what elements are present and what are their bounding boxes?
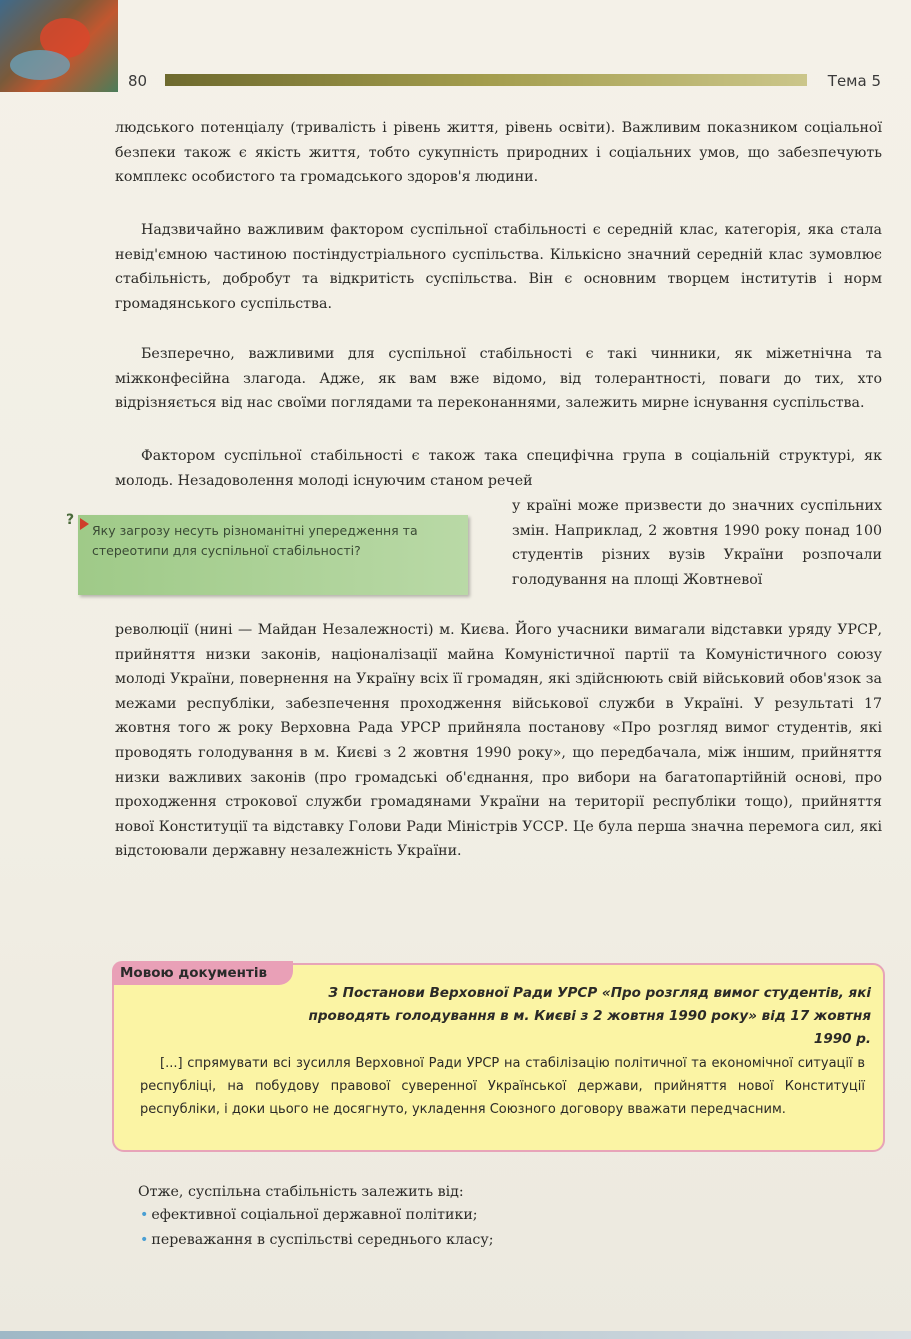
bullet-icon: •	[140, 1232, 149, 1248]
paragraph-1	[115, 116, 882, 190]
paragraph-4-continued	[115, 618, 882, 864]
paragraph-4-side-text: у країні може призвести до значних суспільних змін. Наприклад, 2 жовтня 1990 року понад 100 студентів різних вузів України розпочали голодування на площі Жовтневої	[512, 498, 882, 588]
paragraph-4-continued-text: революції (нині — Майдан Незалежності) м. Києва. Його учасники вимагали відставки уряду УРСР, прийняття низки законів, націоналізації майна Комуністичної партії та Комуністичного союзу молоді України, повернення на Україну всіх її громадян, які здійснюють свій військовий обов'язок за межами республіки, забезпечення проходження військової служби в Україні. У результаті 17 жовтня того ж року Верховна Рада УРСР прийняла постанову «Про розгляд вимог студентів, які проводять голодування в м. Києві з 2 жовтня 1990 року», що передбачала, між іншим, прийняття низки важливих законів (про громадські об'єднання, про вибори на багатопартійній основі, про проходження строкової служби громадянами України на території республіки тощо), прийняття нової Конституції та відставку Голови Ради Міністрів УССР. Це була перша значна перемога сил, які відстоювали державну незалежність України.	[115, 622, 882, 860]
paragraph-2	[115, 218, 882, 316]
paragraph-2-text: Надзвичайно важливим фактором суспільної стабільності є середній клас, категорія, яка стала невід'ємною частиною постіндустріального суспільства. Кількісно значний середній клас зумовлює стабільність, добробут та відкритість суспільства. Він є основним творцем інститутів і норм громадянського суспільства.	[115, 222, 882, 312]
header-decor-bar	[165, 74, 807, 86]
paragraph-4-start	[115, 444, 882, 493]
list-item-text: переважання в суспільстві середнього класу;	[151, 1232, 494, 1248]
arrow-icon	[80, 518, 89, 530]
bottom-edge-strip	[0, 1331, 911, 1339]
corner-illustration	[0, 0, 118, 92]
paragraph-1-text: людського потенціалу (тривалість і рівень життя, рівень освіти). Важливим показником соціальної безпеки також є якість життя, тобто сукупність природних і соціальних умов, що забезпечують комплекс особистого та громадського здоров'я людини.	[115, 120, 882, 186]
list-item	[140, 1228, 494, 1253]
paragraph-3-text: Безперечно, важливими для суспільної стабільності є такі чинники, як міжетнічна та міжконфесійна злагода. Адже, як вам вже відомо, від толерантності, поваги до тих, хто відрізняється від нас своїми поглядами та переконаннями, залежить мирне існування суспільства.	[115, 346, 882, 412]
topic-label: Тема 5	[827, 72, 881, 90]
summary-list	[140, 1203, 494, 1253]
document-title: З Постанови Верховної Ради УРСР «Про розгляд вимог студентів, які проводять голодування в м. Києві з 2 жовтня 1990 року» від 17 жовтня 1990 р.	[308, 985, 871, 1047]
paragraph-4-side	[512, 494, 882, 592]
document-tab-label: Мовою документів	[112, 961, 293, 985]
page-number: 80	[128, 72, 148, 90]
document-quote: [...] спрямувати всі зусилля Верховної Ради УРСР на стабілізацію політичної та економічної ситуації в республіці, на побудову правової суверенної Української держави, прийняття нової Конституції республіки, і доки цього не досягнуто, укладення Союзного договору вважати передчасним.	[140, 1056, 865, 1117]
question-text: Яку загрозу несуть різноманітні упередження та стереотипи для суспільної стабільності?	[92, 523, 418, 558]
list-item	[140, 1203, 494, 1228]
bullet-icon: •	[140, 1207, 149, 1223]
paragraph-4-start-text: Фактором суспільної стабільності є також така специфічна група в соціальній структурі, як молодь. Незадоволення молоді існуючим станом речей	[115, 448, 882, 489]
illustration-shape	[10, 50, 70, 80]
summary-lead: Отже, суспільна стабільність залежить від:	[138, 1184, 464, 1200]
question-mark-icon: ?	[66, 512, 75, 528]
paragraph-3	[115, 342, 882, 416]
list-item-text: ефективної соціальної державної політики;	[151, 1207, 478, 1223]
